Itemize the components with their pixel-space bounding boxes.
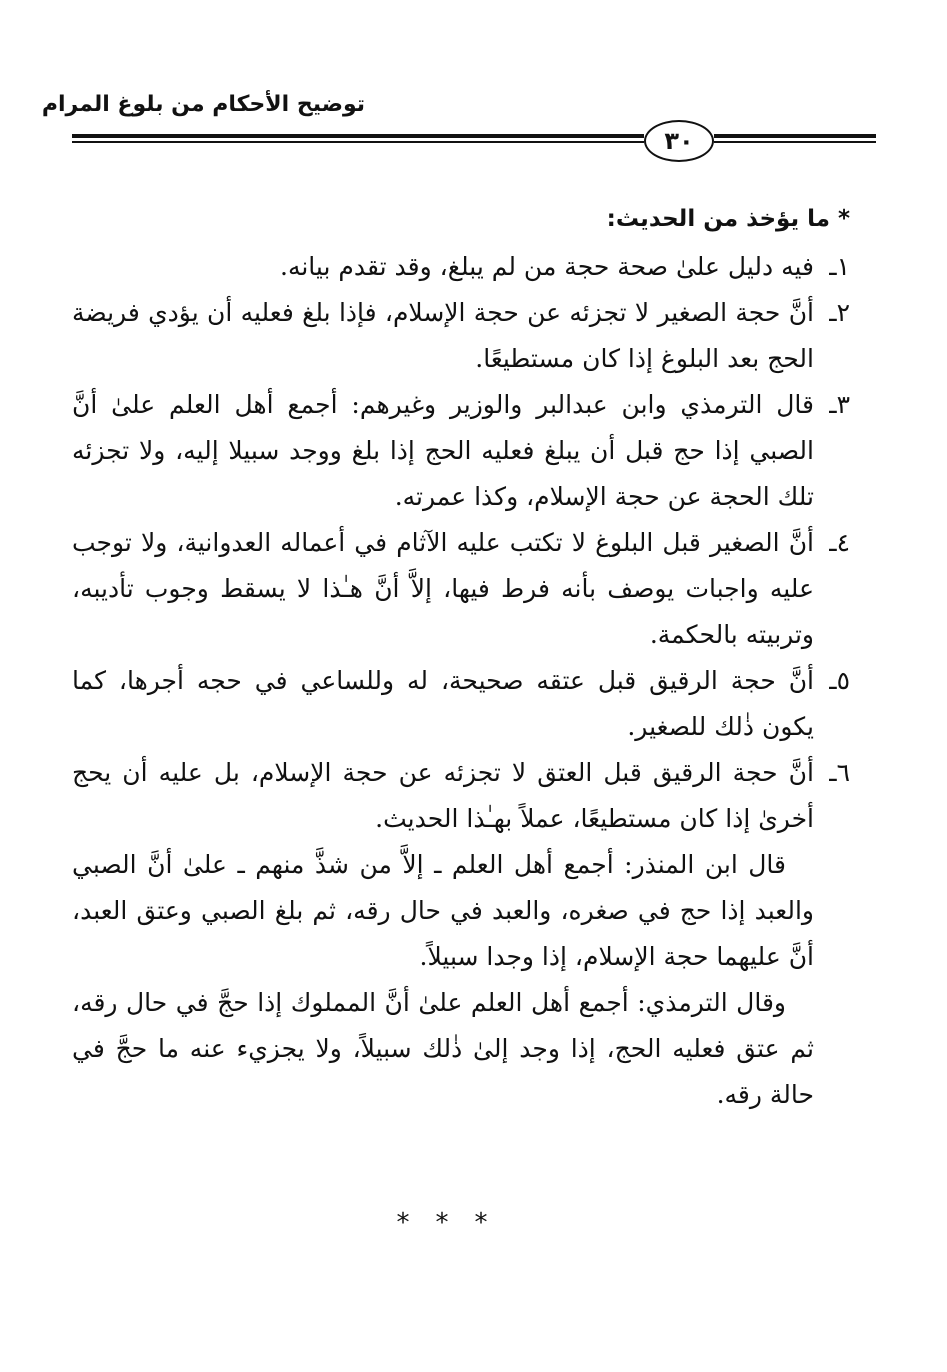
section-heading: * ما يؤخذ من الحديث: [606,206,850,232]
list-item [72,520,850,658]
header-rule-left [72,130,644,144]
list-item [72,290,850,382]
list-item-number: ٢ـ [829,298,850,327]
list-item-text: فيه دليل علىٰ صحة حجة من لم يبلغ، وقد تقدم بيانه. [280,252,814,281]
list-item-text: أنَّ الصغير قبل البلوغ لا تكتب عليه الآثام في أعماله العدوانية، ولا توجب عليه واجبات يوصف بأنه فرط فيها، إلاَّ أنَّ هـٰذا لا يسقط وجوب تأديبه، وتربيته بالحكمة. [72,528,814,649]
page-content [72,196,850,1118]
list-item-number: ٣ـ [829,390,850,419]
list-item-number: ٥ـ [829,666,850,695]
list-item-text: أنَّ حجة الرقيق قبل العتق لا تجزئه عن حجة الإسلام، بل عليه أن يحج أخرىٰ إذا كان مستطيعًا، عملاً بهـٰذا الحديث. [72,758,814,833]
list-item [72,382,850,520]
header-rule-right [714,130,876,144]
quote-paragraph-tirmidhi: وقال الترمذي: أجمع أهل العلم علىٰ أنَّ المملوك إذا حجَّ في حال رقه، ثم عتق فعليه الحج، إذا وجد إلىٰ ذٰلك سبيلاً، ولا يجزيء عنه ما حجَّ في حالة رقه. [72,988,814,1109]
list-item-number: ٤ـ [829,528,850,557]
quote-paragraph-ibn-almundhir: قال ابن المنذر: أجمع أهل العلم ـ إلاَّ من شذَّ منهم ـ علىٰ أنَّ الصبي والعبد إذا حج في صغره، والعبد في حال رقه، ثم بلغ الصبي وعتق العبد، أنَّ عليهما حجة الإسلام، إذا وجدا سبيلاً. [72,850,814,971]
list-item-text: أنَّ حجة الرقيق قبل عتقه صحيحة، له وللساعي في حجه أجرها، كما يكون ذٰلك للصغير. [72,666,814,741]
section-separator-stars: *** [396,1208,514,1238]
running-header-title: توضيح الأحكام من بلوغ المرام [41,92,365,117]
list-item-number: ١ـ [829,252,850,281]
list-item-number: ٦ـ [829,758,850,787]
list-item [72,750,850,842]
page-number-badge: ٣٠ [644,120,714,162]
list-item-text: قال الترمذي وابن عبدالبر والوزير وغيرهم: أجمع أهل العلم علىٰ أنَّ الصبي إذا حج قبل أن يبلغ فعليه الحج إذا بلغ ووجد سبيلا إليه، ولا تجزئه تلك الحجة عن حجة الإسلام، وكذا عمرته. [72,390,814,511]
list-item [72,658,850,750]
list-item-text: أنَّ حجة الصغير لا تجزئه عن حجة الإسلام، فإذا بلغ فعليه أن يؤدي فريضة الحج بعد البلوغ إذا كان مستطيعًا. [72,298,814,373]
list-item [72,244,850,290]
